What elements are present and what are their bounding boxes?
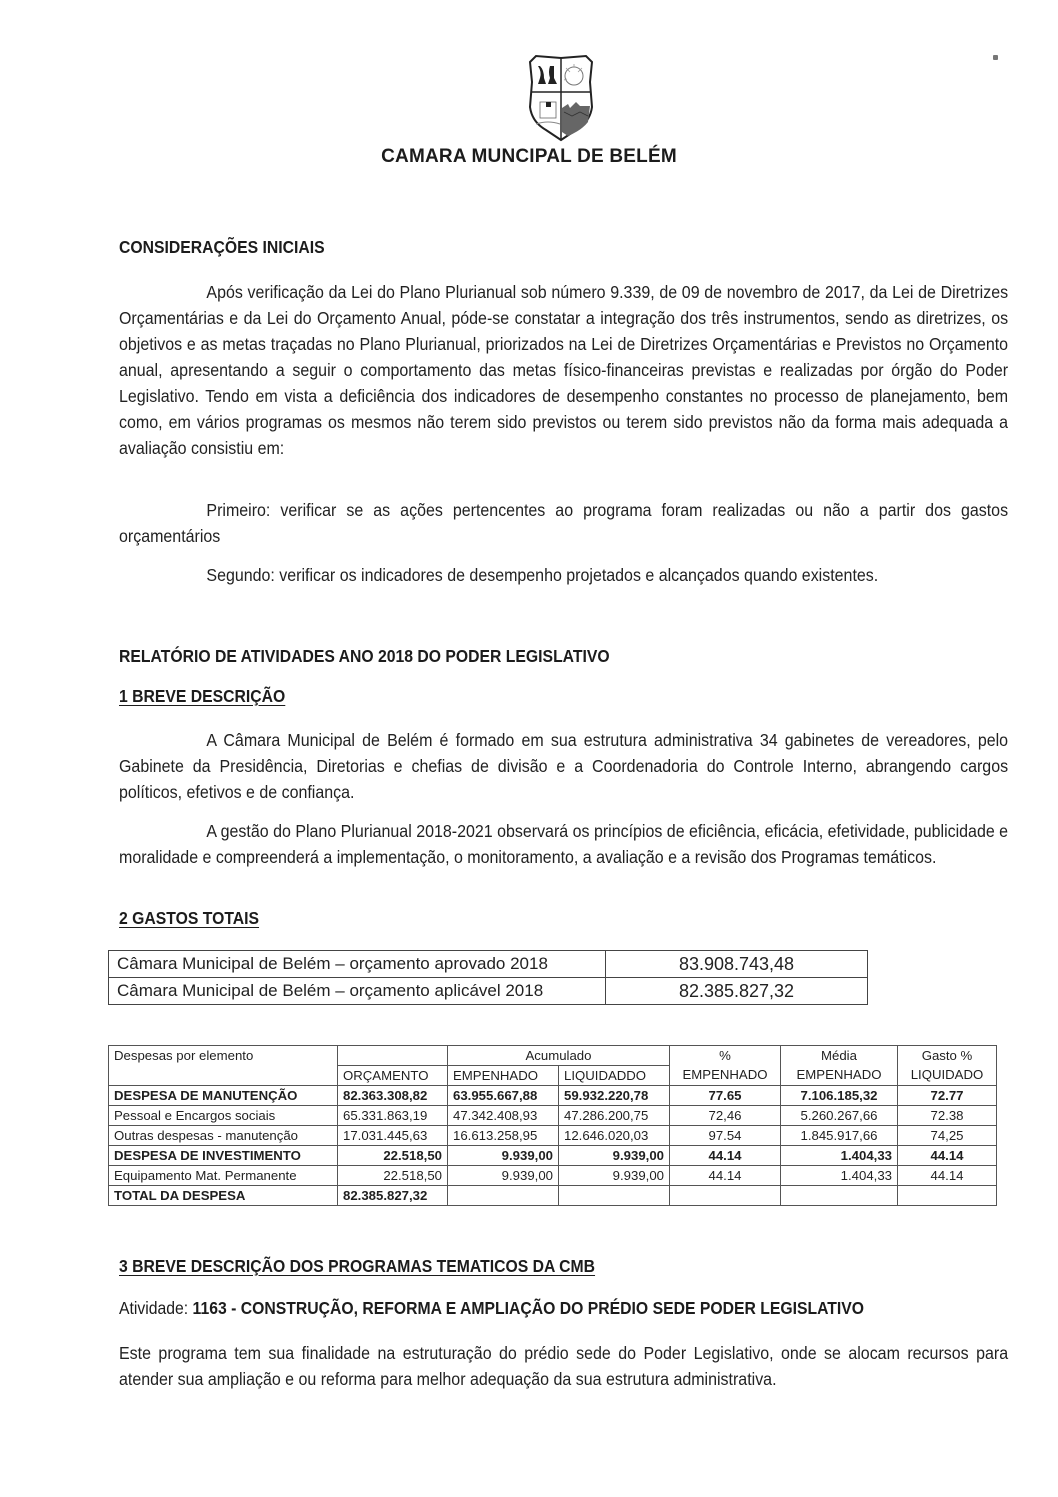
cell-liquidado: 9.939,00: [559, 1166, 670, 1186]
atividade-title: 1163 - CONSTRUÇÃO, REFORMA E AMPLIAÇÃO DO PRÉDIO SEDE PODER LEGISLATIVO: [192, 1298, 865, 1318]
header-gasto-liquidado: LIQUIDADO: [898, 1066, 997, 1086]
section-heading-breve-descricao: 1 BREVE DESCRIÇÃO: [119, 686, 286, 706]
table-row: [109, 978, 868, 1005]
despesas-por-elemento-table: [108, 1045, 997, 1206]
section-heading-consideracoes: CONSIDERAÇÕES INICIAIS: [119, 237, 325, 257]
header-despesas-por-elemento: Despesas por elemento: [109, 1046, 338, 1066]
table-cell-label: Câmara Municipal de Belém – orçamento aprovado 2018: [109, 951, 606, 978]
row-label: Equipamento Mat. Permanente: [109, 1166, 338, 1186]
cell-liquidado: 9.939,00: [559, 1146, 670, 1166]
table-row: [109, 1126, 997, 1146]
cell-media-empenhado: [781, 1186, 898, 1206]
gastos-totais-table: [108, 950, 868, 1005]
cell-media-empenhado: 7.106.185,32: [781, 1086, 898, 1106]
cell-pct-empenhado: 72,46: [670, 1106, 781, 1126]
section-heading-programas: 3 BREVE DESCRIÇÃO DOS PROGRAMAS TEMATICOS DA CMB: [119, 1256, 596, 1276]
cell-empenhado: 16.613.258,95: [448, 1126, 559, 1146]
cell-orcamento: 22.518,50: [338, 1166, 448, 1186]
table-row: [109, 1106, 997, 1126]
table-cell-value: 82.385.827,32: [606, 978, 868, 1005]
cell-pct-empenhado: 44.14: [670, 1146, 781, 1166]
cell-gasto-liquidado: 44.14: [898, 1146, 997, 1166]
row-label: DESPESA DE INVESTIMENTO: [109, 1146, 338, 1166]
row-label: Outras despesas - manutenção: [109, 1126, 338, 1146]
cell-pct-empenhado: 44.14: [670, 1166, 781, 1186]
header-media: Média: [781, 1046, 898, 1066]
paragraph-text: A Câmara Municipal de Belém é formado em sua estrutura administrativa 34 gabinetes de vereadores, pelo Gabinete da Presidência, Diretorias e chefias de divisão e a Coordenadoria do Controle Interno, abrangendo cargos políticos, efetivos e de confiança.: [119, 730, 1009, 802]
paragraph-primeiro: [119, 497, 1008, 549]
cell-gasto-liquidado: 72.38: [898, 1106, 997, 1126]
paragraph-text: Após verificação da Lei do Plano Plurianual sob número 9.339, de 09 de novembro de 2017, da Lei de Diretrizes Orçamentárias e da Lei do Orçamento Anual, póde-se constatar a integração dos três instrumentos, sendo as diretrizes, os objetivos e as metas traçadas no Plano Plurianual, priorizados na Lei de Diretrizes Orçamentárias e Previstos no Orçamento anual, apresentando a seguir o comportamento das metas físico-financeiras previstas e realizadas por órgão do Poder Legislativo. Tendo em vista a deficiência dos indicadores de desempenho constantes no processo de planejamento, bem como, em vários programas os mesmos não terem sido previstos ou terem sido previstos não da forma mais adequada a avaliação consistiu em:: [119, 282, 1009, 458]
cell-pct-empenhado: 77.65: [670, 1086, 781, 1106]
cell-orcamento: 82.363.308,82: [338, 1086, 448, 1106]
cell-liquidado: 59.932.220,78: [559, 1086, 670, 1106]
cell-orcamento: 17.031.445,63: [338, 1126, 448, 1146]
table-row: [109, 1146, 997, 1166]
cell-orcamento: 82.385.827,32: [338, 1186, 448, 1206]
section-heading-gastos-totais: 2 GASTOS TOTAIS: [119, 908, 260, 928]
paragraph-consideracoes-intro: [119, 279, 1008, 461]
header-percent: %: [670, 1046, 781, 1066]
header-acumulado: Acumulado: [448, 1046, 670, 1066]
cell-gasto-liquidado: 44.14: [898, 1166, 997, 1186]
paragraph-text: A gestão do Plano Plurianual 2018-2021 observará os princípios de eficiência, eficácia, efetividade, publicidade e moralidade e compreenderá a implementação, o monitoramento, a avaliação e a revisão dos Programas temáticos.: [119, 821, 1009, 867]
header-blank: [109, 1066, 338, 1086]
coat-of-arms-icon: [524, 52, 598, 142]
table-cell-value: 83.908.743,48: [606, 951, 868, 978]
header-orcamento: ORÇAMENTO: [338, 1066, 448, 1086]
table-row: [109, 951, 868, 978]
header-pct-empenhado: EMPENHADO: [670, 1066, 781, 1086]
cell-media-empenhado: 1.845.917,66: [781, 1126, 898, 1146]
cell-media-empenhado: 1.404,33: [781, 1146, 898, 1166]
paragraph-segundo: [119, 562, 1008, 588]
header-gasto-percent: Gasto %: [898, 1046, 997, 1066]
table-header-row: [109, 1046, 997, 1066]
organization-title: CAMARA MUNCIPAL DE BELÉM: [381, 146, 677, 167]
atividade-line: [119, 1298, 864, 1319]
table-header-row: [109, 1066, 997, 1086]
table-row: [109, 1186, 997, 1206]
cell-media-empenhado: 5.260.267,66: [781, 1106, 898, 1126]
paragraph-text: Segundo: verificar os indicadores de desempenho projetados e alcançados quando existentes.: [206, 565, 879, 585]
cell-empenhado: [448, 1186, 559, 1206]
cell-pct-empenhado: [670, 1186, 781, 1206]
header-media-empenhado: EMPENHADO: [781, 1066, 898, 1086]
header-blank: [338, 1046, 448, 1066]
cell-orcamento: 65.331.863,19: [338, 1106, 448, 1126]
table-row: [109, 1166, 997, 1186]
table-cell-label: Câmara Municipal de Belém – orçamento aplicável 2018: [109, 978, 606, 1005]
cell-empenhado: 47.342.408,93: [448, 1106, 559, 1126]
cell-liquidado: 12.646.020,03: [559, 1126, 670, 1146]
cell-empenhado: 63.955.667,88: [448, 1086, 559, 1106]
section-heading-relatorio: RELATÓRIO DE ATIVIDADES ANO 2018 DO PODER LEGISLATIVO: [119, 646, 610, 666]
paragraph-estrutura: [119, 727, 1008, 805]
header-liquidado: LIQUIDADDO: [559, 1066, 670, 1086]
cell-gasto-liquidado: 72.77: [898, 1086, 997, 1106]
paragraph-gestao-ppa: [119, 818, 1008, 870]
cell-gasto-liquidado: 74,25: [898, 1126, 997, 1146]
cell-pct-empenhado: 97.54: [670, 1126, 781, 1146]
header-empenhado: EMPENHADO: [448, 1066, 559, 1086]
scan-speck: [993, 55, 998, 60]
row-label: TOTAL DA DESPESA: [109, 1186, 338, 1206]
cell-orcamento: 22.518,50: [338, 1146, 448, 1166]
table-row: [109, 1086, 997, 1106]
cell-empenhado: 9.939,00: [448, 1166, 559, 1186]
atividade-label: Atividade:: [119, 1298, 189, 1318]
paragraph-text: Primeiro: verificar se as ações pertencentes ao programa foram realizadas ou não a partir dos gastos orçamentários: [119, 500, 1009, 546]
row-label: DESPESA DE MANUTENÇÃO: [109, 1086, 338, 1106]
cell-gasto-liquidado: [898, 1186, 997, 1206]
cell-liquidado: 47.286.200,75: [559, 1106, 670, 1126]
paragraph-atividade-1163: Este programa tem sua finalidade na estruturação do prédio sede do Poder Legislativo, onde se alocam recursos para atender sua ampliação e ou reforma para melhor adequação da sua estrutura administrativa.: [119, 1343, 1009, 1389]
cell-empenhado: 9.939,00: [448, 1146, 559, 1166]
row-label: Pessoal e Encargos sociais: [109, 1106, 338, 1126]
cell-media-empenhado: 1.404,33: [781, 1166, 898, 1186]
cell-liquidado: [559, 1186, 670, 1206]
